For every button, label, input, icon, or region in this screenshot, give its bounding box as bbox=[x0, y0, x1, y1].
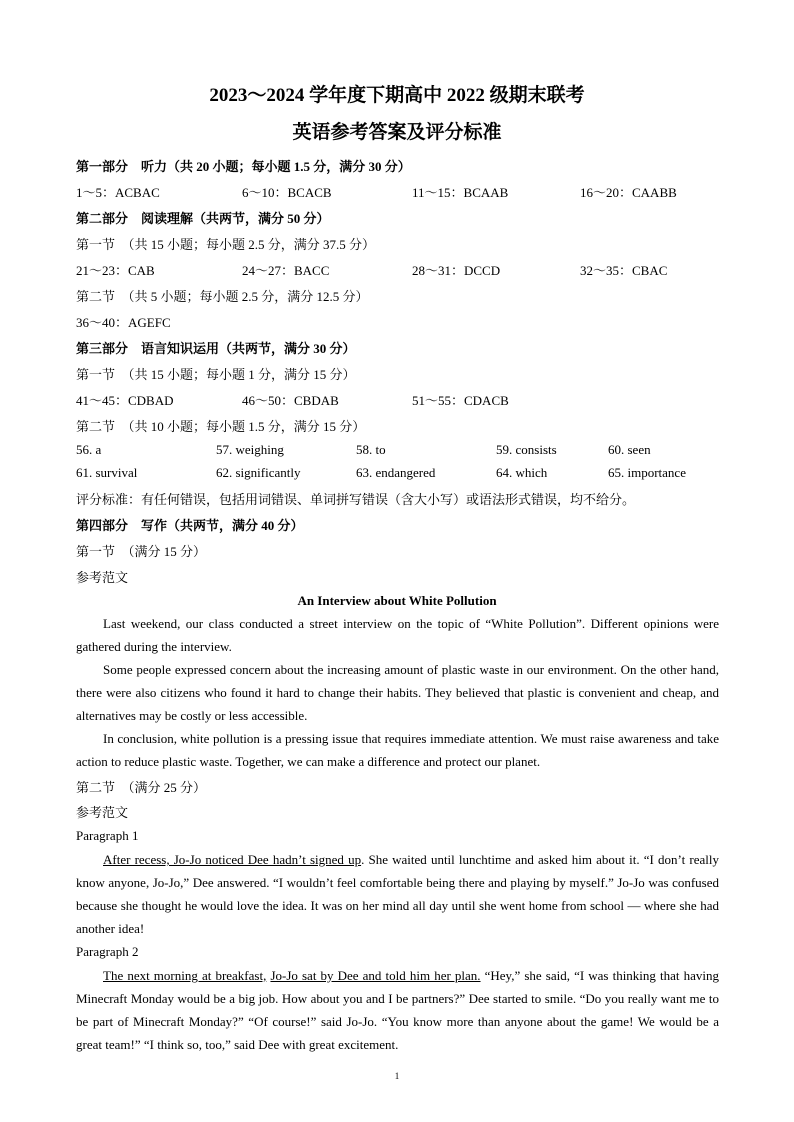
sample-label: 参考范文 bbox=[76, 570, 129, 585]
part1-heading: 第一部分 听力（共 20 小题；每小题 1.5 分，满分 30 分） bbox=[76, 159, 411, 174]
underlined-opening: The next morning at breakfast, bbox=[103, 968, 267, 983]
answer-group: 32～35：CBAC bbox=[580, 263, 668, 278]
part3-section2: 第二节 （共 10 小题；每小题 1.5 分，满分 15 分） bbox=[76, 419, 366, 434]
paragraph-label: Paragraph 2 bbox=[76, 944, 139, 959]
part4-section2: 第二节 （满分 25 分） bbox=[76, 780, 207, 795]
underlined-phrase: Jo-Jo sat by Dee and told him her plan. bbox=[270, 968, 481, 983]
answer-item: 62. significantly bbox=[216, 465, 301, 480]
answer-item: 65. importance bbox=[608, 465, 686, 480]
answer-group: 1～5：ACBAC bbox=[76, 185, 160, 200]
answer-item: 60. seen bbox=[608, 442, 651, 457]
answer-item: 63. endangered bbox=[356, 465, 436, 480]
answer-item: 57. weighing bbox=[216, 442, 284, 457]
answer-group: 28～31：DCCD bbox=[412, 263, 501, 278]
part2-section2: 第二节 （共 5 小题；每小题 2.5 分，满分 12.5 分） bbox=[76, 289, 369, 304]
answer-group: 11～15：BCAAB bbox=[412, 185, 509, 200]
answer-group: 6～10：BCACB bbox=[242, 185, 332, 200]
answer-group: 21～23：CAB bbox=[76, 263, 155, 278]
answer-item: 58. to bbox=[356, 442, 386, 457]
page-title: 2023～2024 学年度下期高中 2022 级期末联考 bbox=[209, 85, 585, 106]
part2-section1: 第一节 （共 15 小题；每小题 2.5 分，满分 37.5 分） bbox=[76, 237, 376, 252]
page-subtitle: 英语参考答案及评分标准 bbox=[292, 122, 502, 143]
part4-heading: 第四部分 写作（共两节，满分 40 分） bbox=[76, 518, 304, 533]
paragraph-text: “Hey,” she said, “I was thinking that having Minecraft Monday would be a big job. How about you and I be partners?” Dee started to smile. “Do you really want me to be part of Minecraft Monday?” “Of course!” said Jo-Jo. “You know more than anyone about the game! We would be a great team!” “I think so, too,” said Dee with great excitement. bbox=[76, 968, 720, 1052]
paragraph-label: Paragraph 1 bbox=[76, 828, 139, 843]
part4-section1: 第一节 （满分 15 分） bbox=[76, 544, 207, 559]
answer-item: 59. consists bbox=[496, 442, 557, 457]
essay-paragraph: Last weekend, our class conducted a street interview on the topic of “White Pollution”. Different opinions were gathered during the interview. bbox=[76, 616, 719, 654]
answer-item: 64. which bbox=[496, 465, 548, 480]
answer-group: 41～45：CDBAD bbox=[76, 393, 174, 408]
essay-paragraph: In conclusion, white pollution is a pressing issue that requires immediate attention. We must raise awareness and take action to reduce plastic waste. Together, we can make a difference and protect our planet. bbox=[76, 731, 719, 769]
paragraph-text: . She waited until lunchtime and asked him about it. “I don’t really know anyone, Jo-Jo,” Dee answered. “I wouldn’t feel comfortable being there and playing by myself.” Jo-Jo was confused because she thought he would love the idea. It was on her mind all day until she went home from school — where she had another idea! bbox=[76, 852, 719, 936]
answer-group: 36～40：AGEFC bbox=[76, 315, 171, 330]
answer-group: 51～55：CDACB bbox=[412, 393, 509, 408]
answer-item: 61. survival bbox=[76, 465, 138, 480]
continuation-paragraph bbox=[76, 848, 719, 940]
page-number: 1 bbox=[394, 1071, 400, 1081]
answer-item: 56. a bbox=[76, 442, 102, 457]
part3-section1: 第一节 （共 15 小题；每小题 1 分，满分 15 分） bbox=[76, 367, 356, 382]
part2-heading: 第二部分 阅读理解（共两节，满分 50 分） bbox=[76, 211, 330, 226]
answer-group: 16～20：CAABB bbox=[580, 185, 677, 200]
essay-paragraph: Some people expressed concern about the increasing amount of plastic waste in our environment. On the other hand, there were also citizens who found it hard to change their habits. They believed that plastic is convenient and cheap, and alternatives may be costly or less accessible. bbox=[76, 662, 719, 723]
part3-heading: 第三部分 语言知识运用（共两节，满分 30 分） bbox=[76, 341, 356, 356]
sample-label: 参考范文 bbox=[76, 805, 129, 820]
essay-title: An Interview about White Pollution bbox=[297, 593, 497, 608]
continuation-paragraph bbox=[76, 964, 719, 1056]
grading-standard: 评分标准：有任何错误，包括用词错误、单词拼写错误（含大小写）或语法形式错误，均不给分。 bbox=[76, 492, 636, 507]
answer-group: 24～27：BACC bbox=[242, 263, 330, 278]
answer-group: 46～50：CBDAB bbox=[242, 393, 339, 408]
underlined-opening: After recess, Jo-Jo noticed Dee hadn’t signed up bbox=[103, 852, 362, 867]
